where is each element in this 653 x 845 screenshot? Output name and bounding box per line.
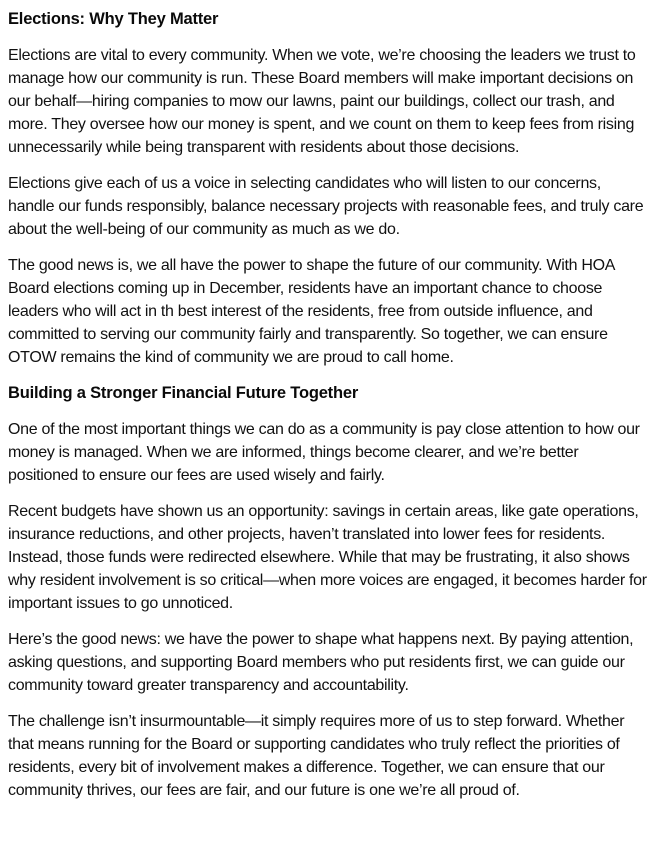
paragraph-financial-4: The challenge isn’t insurmountable—it simply requires more of us to step forward. Whether that means running for the Board or supporting candidates who truly reflect the priorities of residents, every bit of involvement makes a difference. Together, we can ensure that our community thrives, our fees are fair, and our future is one we’re all proud of. <box>8 713 625 799</box>
section-heading-elections: Elections: Why They Matter <box>8 10 219 28</box>
paragraph-elections-2: Elections give each of us a voice in selecting candidates who will listen to our concerns, handle our funds responsibly, balance necessary projects with reasonable fees, and truly care about the well-being of our community as much as we do. <box>8 175 644 238</box>
section-heading-financial-future: Building a Stronger Financial Future Together <box>8 384 359 402</box>
paragraph-financial-3: Here’s the good news: we have the power to shape what happens next. By paying attention, asking questions, and supporting Board members who put residents first, we can guide our community toward greater transparency and accountability. <box>8 631 634 694</box>
paragraph-financial-1: One of the most important things we can do as a community is pay close attention to how our money is managed. When we are informed, things become clearer, and we’re better positioned to ensure our fees are used wisely and fairly. <box>8 421 640 484</box>
paragraph-elections-3: The good news is, we all have the power to shape the future of our community. With HOA Board elections coming up in December, residents have an important chance to choose leaders who will act in th best interest of the residents, free from outside influence, and committed to serving our community fairly and transparently. So together, we can ensure OTOW remains the kind of community we are proud to call home. <box>8 257 615 366</box>
paragraph-financial-2: Recent budgets have shown us an opportunity: savings in certain areas, like gate operations, insurance reductions, and other projects, haven’t translated into lower fees for residents. Instead, those funds were redirected elsewhere. While that may be frustrating, it also shows why resident involvement is so critical—when more voices are engaged, it becomes harder for important issues to go unnoticed. <box>8 503 647 612</box>
paragraph-elections-1: Elections are vital to every community. When we vote, we’re choosing the leaders we trust to manage how our community is run. These Board members will make important decisions on our behalf—hiring companies to mow our lawns, paint our buildings, collect our trash, and more. They oversee how our money is spent, and we count on them to keep fees from rising unnecessarily while being transparent with residents about those decisions. <box>8 47 636 156</box>
